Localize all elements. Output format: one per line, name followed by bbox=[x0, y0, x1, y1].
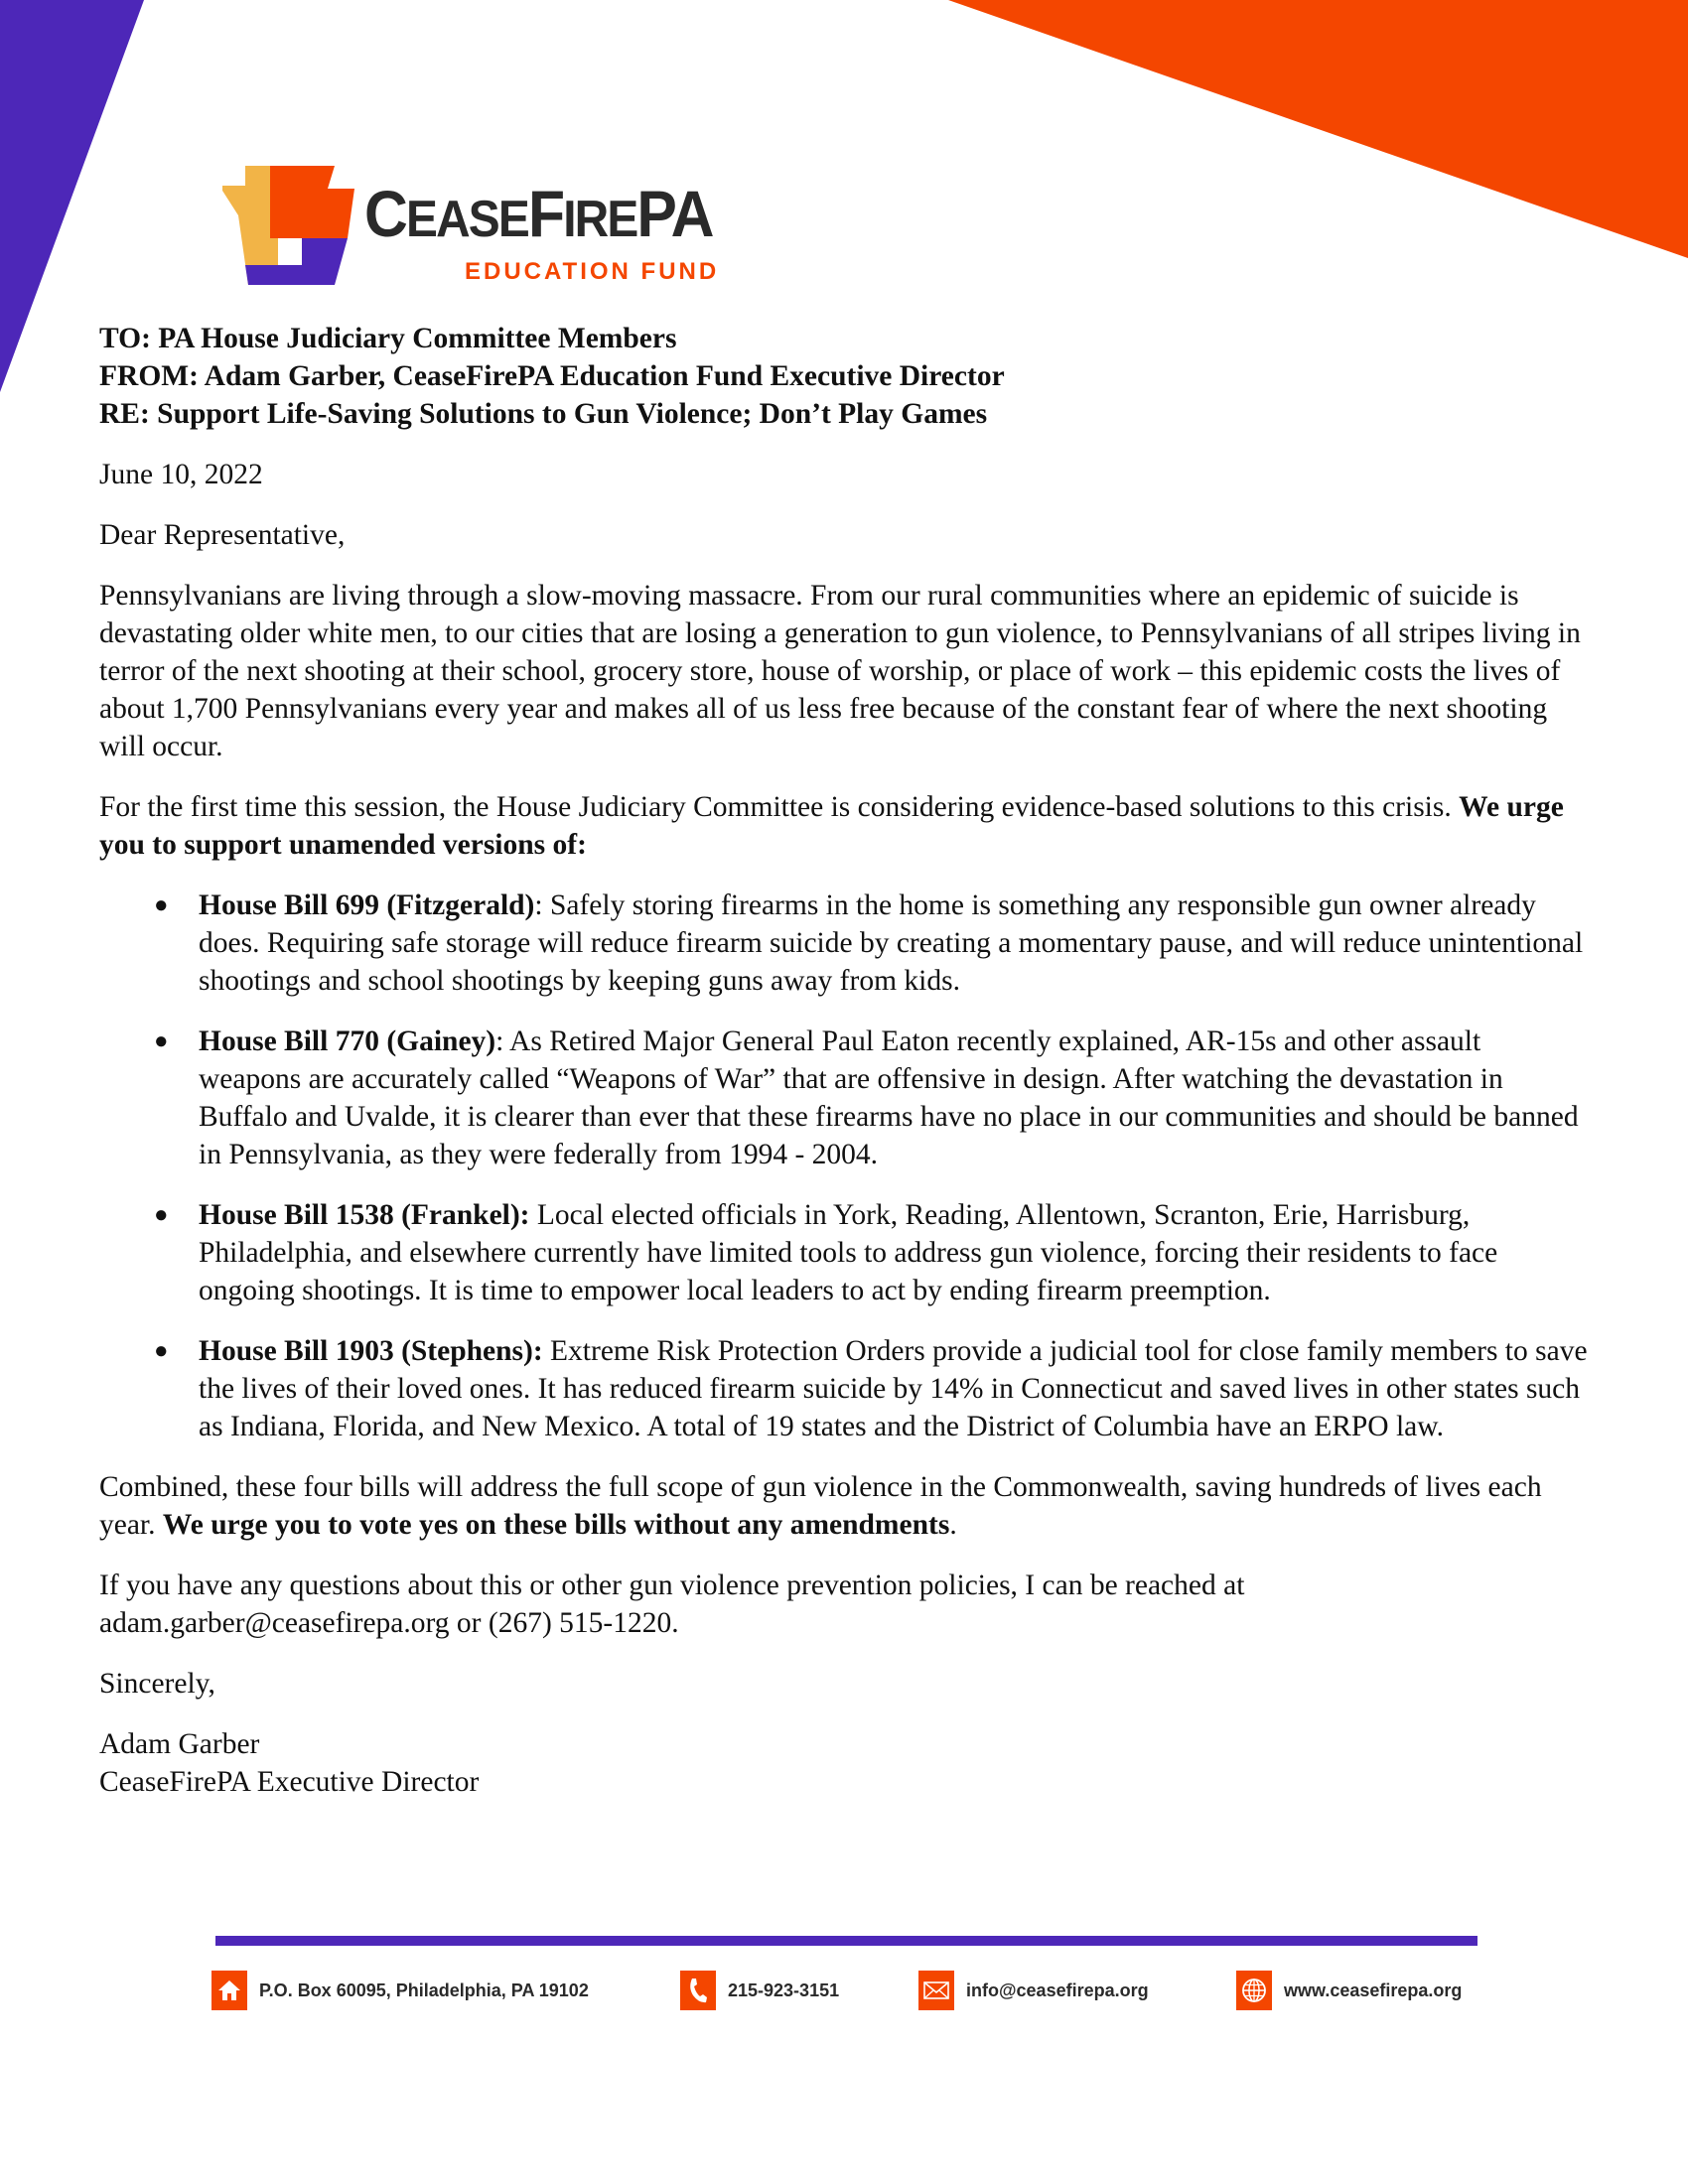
memo-to: TO: PA House Judiciary Committee Members bbox=[99, 323, 677, 354]
memo-header bbox=[99, 320, 1589, 433]
bullet-icon: ● bbox=[154, 1028, 169, 1054]
phone-icon bbox=[680, 1971, 716, 2010]
session-paragraph: For the first time this session, the House Judiciary Committee is considering evidence-based solutions to this crisis. We urge you to support unamended versions of: bbox=[99, 791, 1564, 861]
bullet-icon: ● bbox=[154, 1338, 169, 1364]
logo-wordmark: CEASEFIREPA bbox=[364, 177, 713, 250]
bill-item-hb1538 bbox=[99, 1196, 1589, 1309]
bullet-icon: ● bbox=[154, 892, 169, 918]
footer-website bbox=[1236, 1971, 1462, 2010]
bill-item-hb1903 bbox=[99, 1332, 1589, 1445]
footer-address-text: P.O. Box 60095, Philadelphia, PA 19102 bbox=[259, 1979, 589, 2000]
globe-icon bbox=[1236, 1971, 1272, 2010]
valediction: Sincerely, bbox=[99, 1668, 215, 1700]
signer-name: Adam Garber bbox=[99, 1728, 260, 1760]
signer-title: CeaseFirePA Executive Director bbox=[99, 1766, 480, 1798]
bill-item-hb699 bbox=[99, 887, 1589, 1000]
bullet-icon: ● bbox=[154, 1202, 169, 1228]
bill-title: House Bill 1538 (Frankel): bbox=[199, 1199, 530, 1231]
footer-website-text[interactable]: www.ceasefirepa.org bbox=[1284, 1979, 1463, 2000]
bill-title: House Bill 1903 (Stephens): bbox=[199, 1335, 543, 1367]
letter-body bbox=[99, 320, 1589, 1801]
memo-re: RE: Support Life-Saving Solutions to Gun Violence; Don’t Play Games bbox=[99, 398, 988, 430]
footer-email bbox=[918, 1971, 1149, 2010]
mail-icon bbox=[918, 1971, 954, 2010]
home-icon bbox=[211, 1971, 247, 2010]
logo-subtitle: EDUCATION FUND bbox=[465, 258, 720, 285]
combined-paragraph: Combined, these four bills will address the full scope of gun violence in the Commonwealth, saving hundreds of lives each year. We urge you to vote yes on these bills without any amendments. bbox=[99, 1471, 1542, 1541]
keystone-logo-icon bbox=[220, 161, 359, 290]
memo-from: FROM: Adam Garber, CeaseFirePA Education Fund Executive Director bbox=[99, 360, 1005, 392]
contact-paragraph: If you have any questions about this or other gun violence prevention policies, I can be reached at adam.garber@ceasefirepa.org or (267) 515-1220. bbox=[99, 1570, 1245, 1639]
footer-phone bbox=[680, 1971, 839, 2010]
orange-corner-triangle bbox=[948, 0, 1688, 258]
bill-description: : As Retired Major General Paul Eaton recently explained, AR-15s and other assault weapons are accurately called “Weapons of War” that are offensive in design. After watching the devastation in Buffalo and Uvalde, it is clearer than ever that these firearms have no place in our communities and should be banned in Pennsylvania, as they were federally from 1994 - 2004. bbox=[199, 1025, 1579, 1170]
bill-list bbox=[99, 887, 1589, 1445]
footer-phone-text[interactable]: 215-923-3151 bbox=[728, 1979, 840, 2000]
salutation: Dear Representative, bbox=[99, 519, 346, 551]
footer-email-text[interactable]: info@ceasefirepa.org bbox=[966, 1979, 1149, 2000]
footer-address bbox=[211, 1971, 589, 2010]
intro-paragraph: Pennsylvanians are living through a slow-moving massacre. From our rural communities where an epidemic of suicide is devastating older white men, to our cities that are losing a generation to gun violence, to Pennsylvanians of all stripes living in terror of the next shooting at their school, grocery store, house of worship, or place of work – this epidemic costs the lives of about 1,700 Pennsylvanians every year and makes all of us less free because of the constant fear of where the next shooting will occur. bbox=[99, 580, 1581, 762]
bill-title: House Bill 699 (Fitzgerald) bbox=[199, 889, 535, 921]
letter-date: June 10, 2022 bbox=[99, 459, 263, 490]
bill-description: Extreme Risk Protection Orders provide a judicial tool for close family members to save the lives of their loved ones. It has reduced firearm suicide by 14% in Connecticut and saved lives in other states such as Indiana, Florida, and New Mexico. A total of 19 states and the District of Columbia have an ERPO law. bbox=[199, 1335, 1588, 1442]
bill-description: Local elected officials in York, Reading, Allentown, Scranton, Erie, Harrisburg, Philadelphia, and elsewhere currently have limited tools to address gun violence, forcing their residents to face ongoing shootings. It is time to empower local leaders to act by ending firearm preemption. bbox=[199, 1199, 1498, 1306]
bill-item-hb770 bbox=[99, 1023, 1589, 1173]
call-to-action-support: We urge you to support unamended versions of: bbox=[99, 791, 1564, 861]
bill-description: : Safely storing firearms in the home is something any responsible gun owner already does. Requiring safe storage will reduce firearm suicide by creating a momentary pause, and will reduce unintentional shootings and school shootings by keeping guns away from kids. bbox=[199, 889, 1584, 997]
call-to-action-vote: We urge you to vote yes on these bills without any amendments bbox=[162, 1509, 950, 1541]
signature-block bbox=[99, 1665, 1589, 1801]
ceasefirepa-logo bbox=[220, 161, 876, 290]
footer-contact-bar bbox=[211, 1971, 1492, 2010]
bill-title: House Bill 770 (Gainey) bbox=[199, 1025, 496, 1057]
footer-divider bbox=[215, 1936, 1477, 1946]
